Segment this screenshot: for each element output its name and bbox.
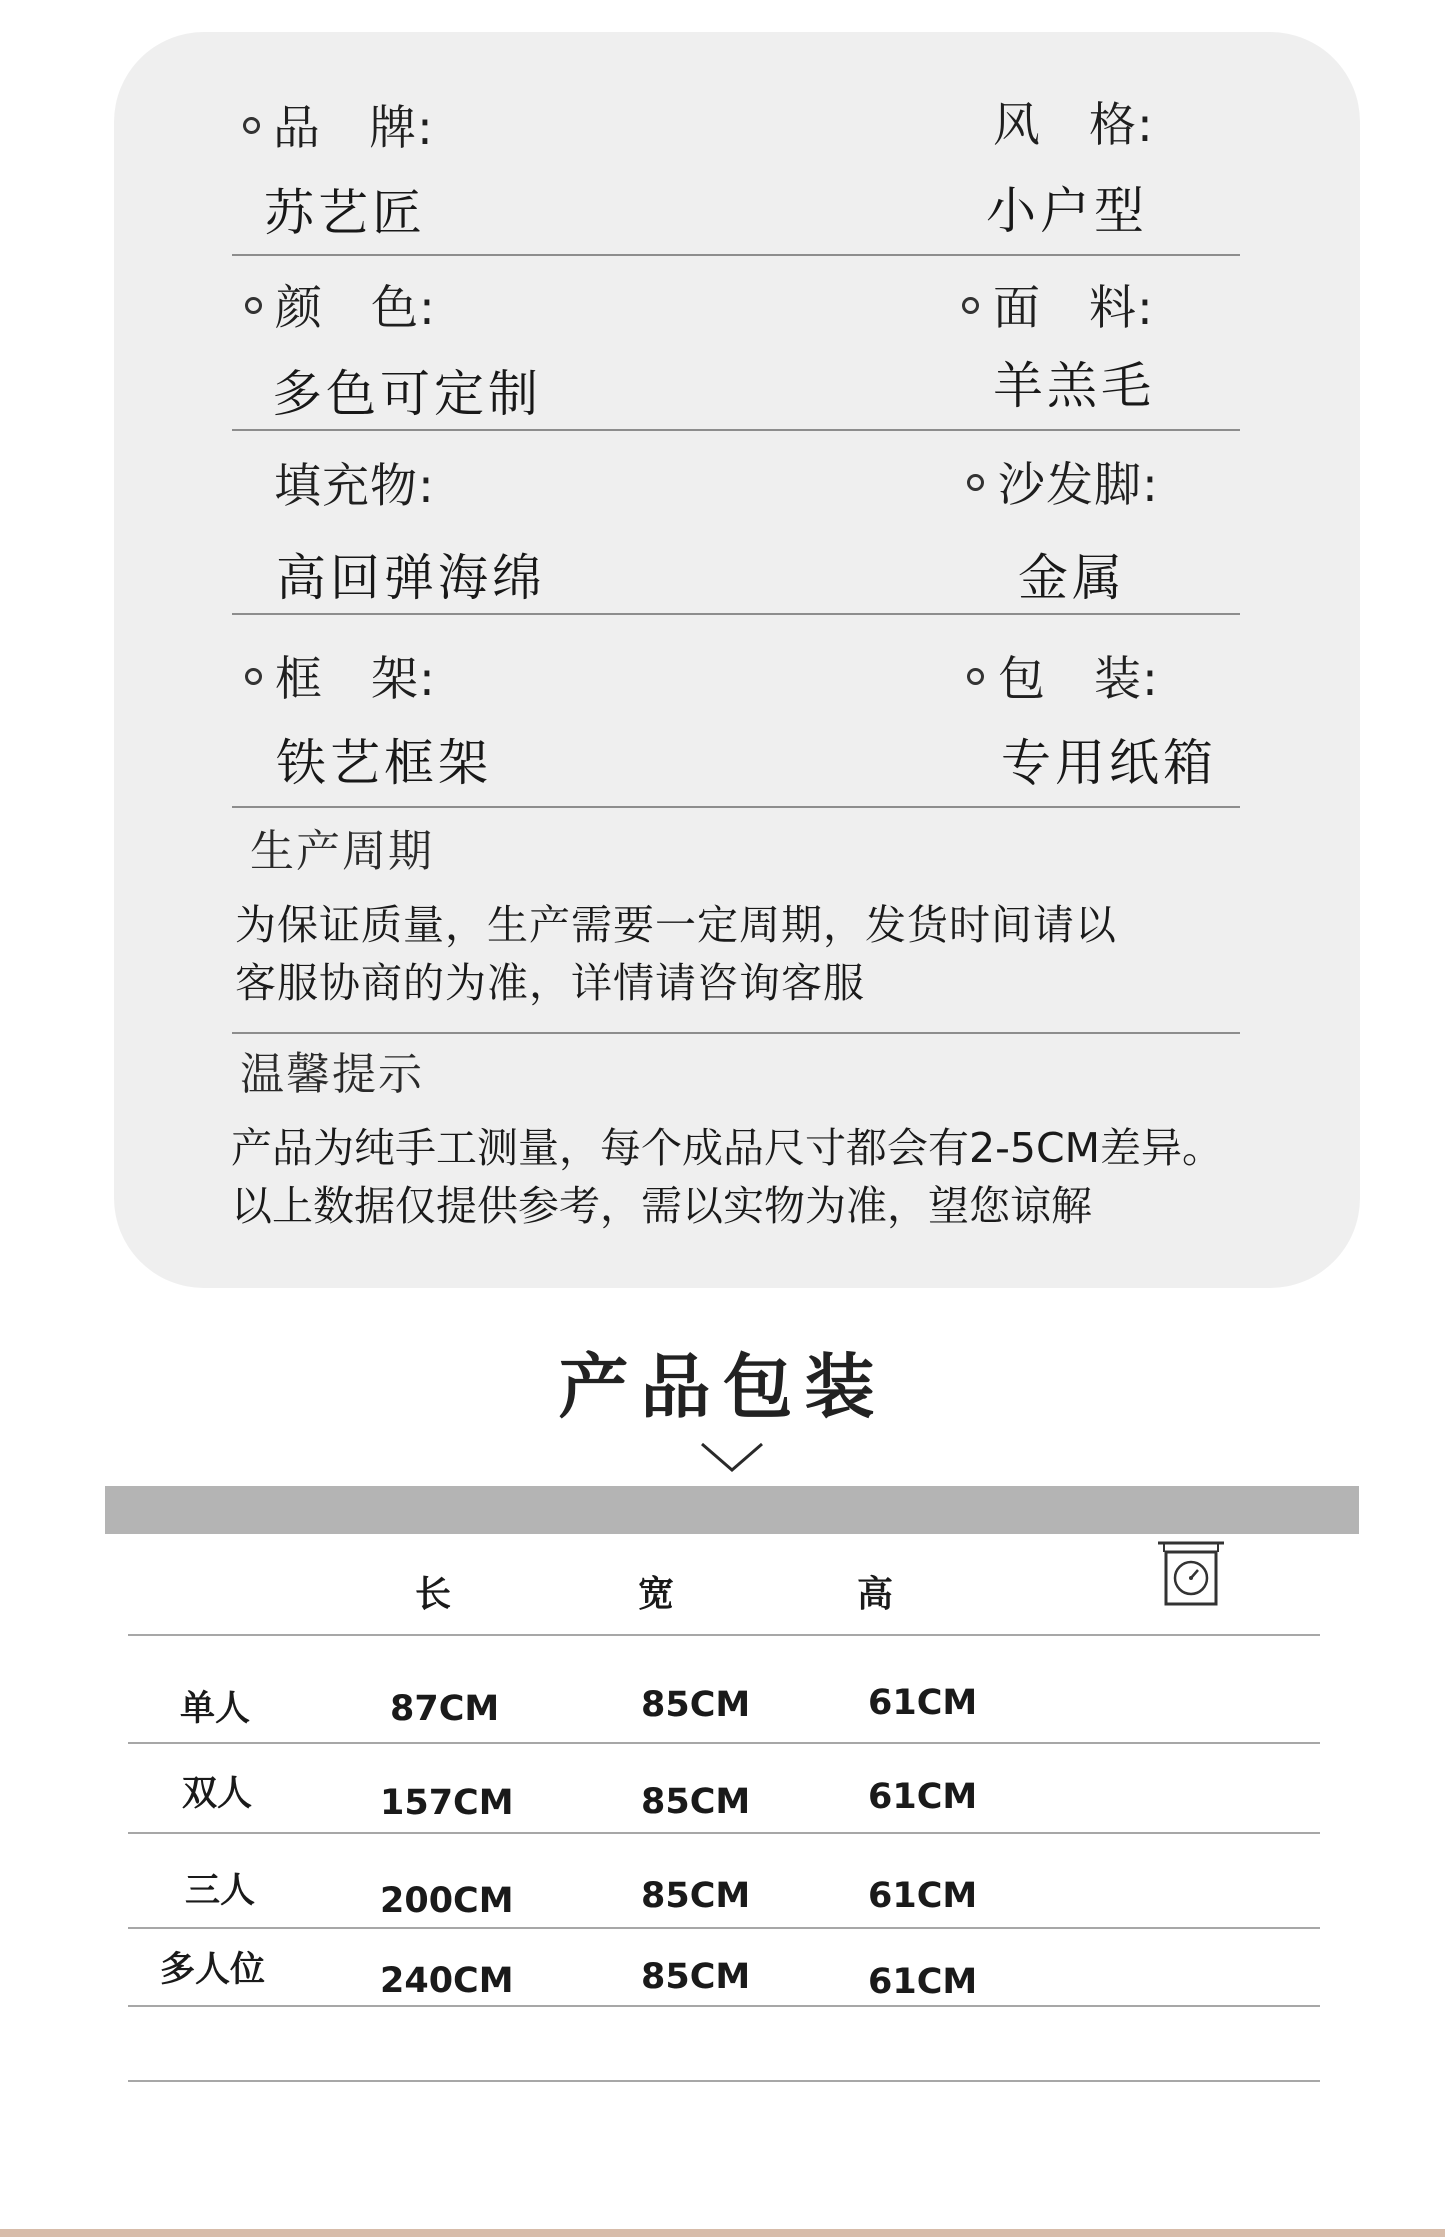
color-label: 颜 色: xyxy=(275,281,436,336)
table-divider xyxy=(128,1742,1320,1744)
table-divider xyxy=(128,1927,1320,1929)
style-label: 风 格: xyxy=(993,98,1154,153)
filling-label: 填充物: xyxy=(274,459,435,514)
table-divider xyxy=(128,1832,1320,1834)
row-height: 61CM xyxy=(868,1876,978,1916)
table-divider xyxy=(128,1634,1320,1636)
table-divider xyxy=(128,2005,1320,2007)
row-height: 61CM xyxy=(868,1962,978,2002)
row-height: 61CM xyxy=(868,1683,978,1723)
tips-text xyxy=(231,1119,1223,1235)
bullet-dot-icon xyxy=(245,297,262,314)
production-cycle-line: 为保证质量，生产需要一定周期，发货时间请以 xyxy=(235,901,1117,949)
packaging-label: 包 装: xyxy=(998,652,1159,707)
row-width: 85CM xyxy=(641,1957,751,1997)
bullet-dot-icon xyxy=(962,297,979,314)
row-width: 85CM xyxy=(641,1782,751,1822)
row-length: 157CM xyxy=(380,1783,514,1823)
packaging-value: 专用纸箱 xyxy=(1001,734,1217,792)
brand-value: 苏艺匠 xyxy=(264,184,426,242)
fabric-value: 羊羔毛 xyxy=(993,357,1155,415)
row-length: 200CM xyxy=(380,1881,514,1921)
row-width: 85CM xyxy=(641,1685,751,1725)
tips-line: 以上数据仅提供参考，需以实物为准，望您谅解 xyxy=(231,1182,1092,1230)
header-band xyxy=(105,1486,1359,1534)
bullet-dot-icon xyxy=(967,668,984,685)
row-length: 240CM xyxy=(380,1961,514,2001)
legs-label: 沙发脚: xyxy=(998,458,1159,513)
spec-divider xyxy=(232,613,1240,615)
bullet-dot-icon xyxy=(243,117,260,134)
table-divider xyxy=(128,2080,1320,2082)
frame-value: 铁艺框架 xyxy=(276,734,492,792)
spec-divider xyxy=(232,254,1240,256)
tips-line: 产品为纯手工测量，每个成品尺寸都会有2-5CM差异。 xyxy=(231,1124,1223,1172)
production-cycle-line: 客服协商的为准，详情请咨询客服 xyxy=(235,959,865,1007)
column-header-width: 宽 xyxy=(638,1574,675,1615)
chevron-down-icon xyxy=(700,1440,764,1474)
spec-divider xyxy=(232,1032,1240,1034)
bullet-dot-icon xyxy=(245,668,262,685)
brand-label: 品 牌: xyxy=(273,101,434,156)
column-header-length: 长 xyxy=(415,1574,452,1615)
row-length: 87CM xyxy=(390,1689,500,1729)
row-height: 61CM xyxy=(868,1777,978,1817)
column-header-height: 高 xyxy=(857,1574,894,1615)
tips-heading: 温馨提示 xyxy=(240,1049,424,1100)
production-cycle-heading: 生产周期 xyxy=(250,826,434,877)
bullet-dot-icon xyxy=(967,474,984,491)
frame-label: 框 架: xyxy=(275,652,436,707)
row-name: 三人 xyxy=(185,1871,256,1911)
bottom-decor-strip xyxy=(0,2229,1445,2237)
style-value: 小户型 xyxy=(986,182,1148,240)
fabric-label: 面 料: xyxy=(993,281,1154,336)
spec-divider xyxy=(232,806,1240,808)
row-name: 单人 xyxy=(180,1689,251,1729)
scale-icon xyxy=(1156,1538,1226,1610)
row-name: 双人 xyxy=(182,1774,253,1814)
row-name: 多人位 xyxy=(160,1950,266,1990)
row-width: 85CM xyxy=(641,1876,751,1916)
filling-value: 高回弹海绵 xyxy=(276,549,546,607)
production-cycle-text xyxy=(235,896,1117,1012)
spec-divider xyxy=(232,429,1240,431)
color-value: 多色可定制 xyxy=(272,365,542,423)
legs-value: 金属 xyxy=(1018,549,1126,607)
packaging-section-title: 产品包装 xyxy=(558,1346,887,1428)
